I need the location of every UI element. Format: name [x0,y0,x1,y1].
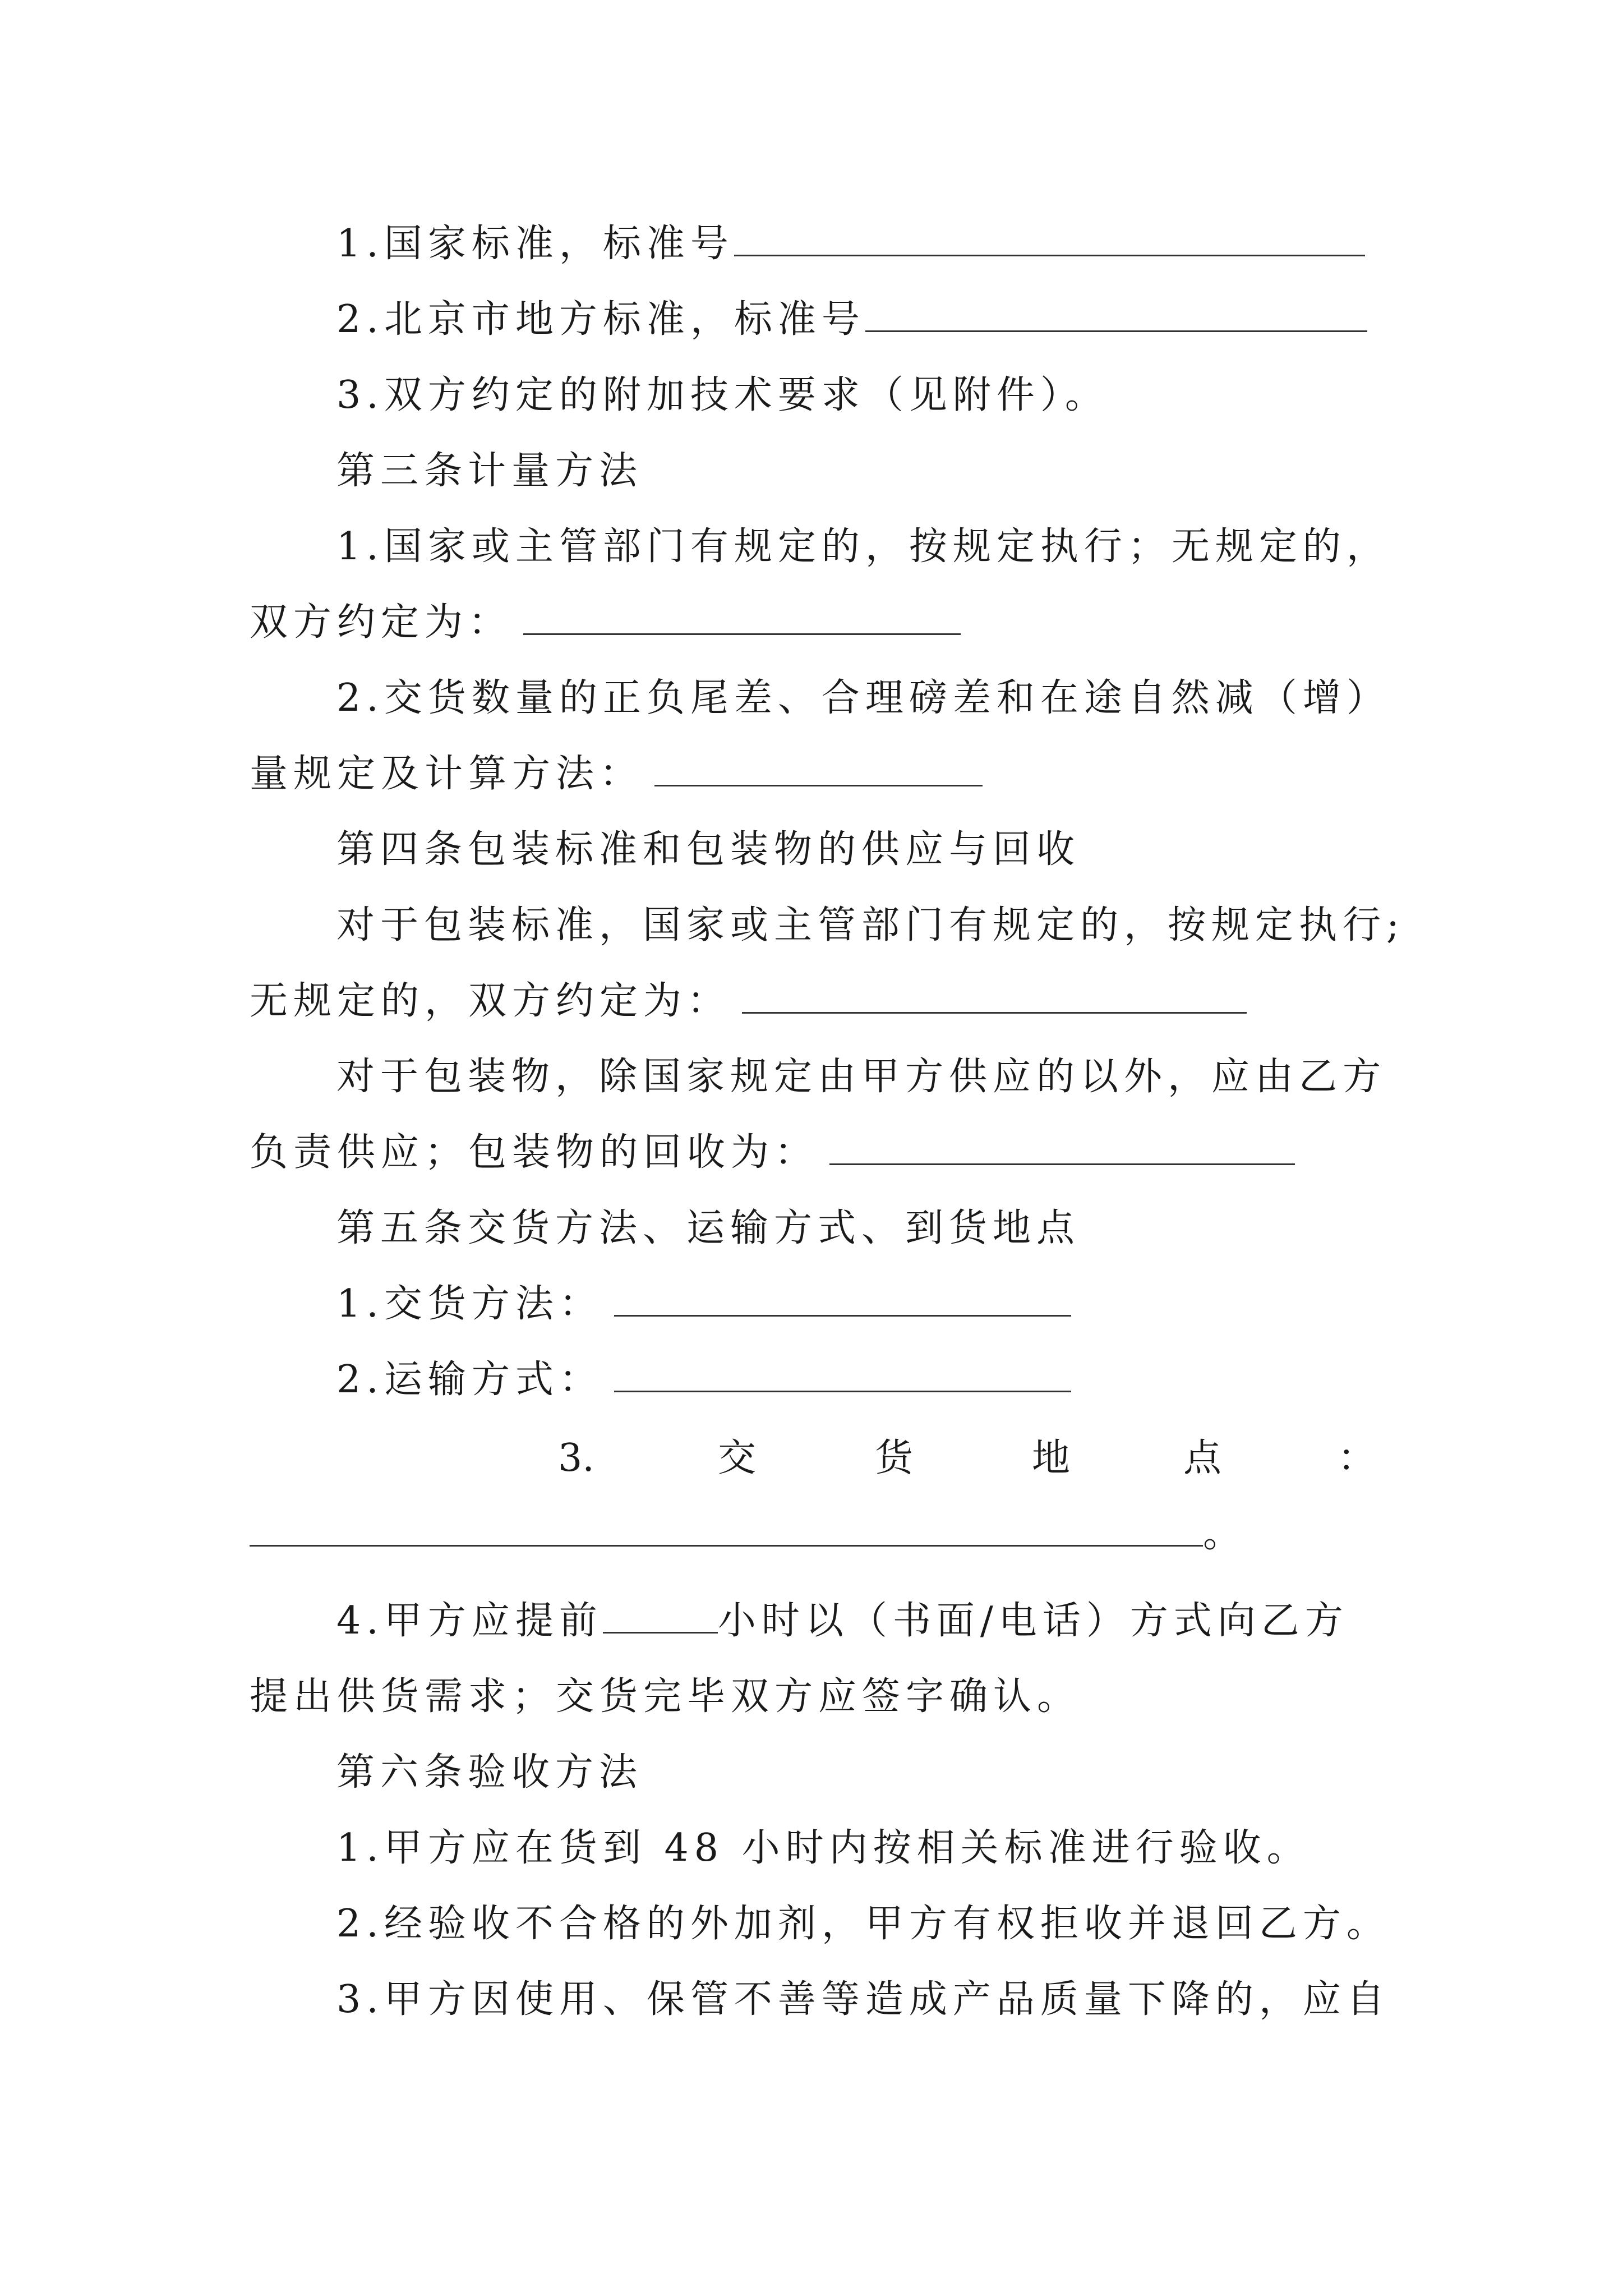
article-6-item-3: 3.甲方因使用、保管不善等造成产品质量下降的，应自 [336,1977,1390,2022]
item-3-char-2: 货 [875,1436,914,1480]
article-4-para-1-line-1: 对于包装标准，国家或主管部门有规定的，按规定执行; [336,903,1405,947]
delivery-location-blank [250,1511,1203,1547]
article-3-para-2-line-2 [250,746,983,802]
article-5-item-4-text-pre: 4.甲方应提前 [336,1599,603,1643]
article-5-item-1 [336,1276,1071,1332]
item-3-char-1: 交 [718,1436,757,1480]
article-5-item-4-text-post: 小时以（书面/电话）方式向乙方 [717,1599,1349,1643]
article-4-para-1-line-2 [250,973,1247,1029]
article-6-item-2: 2.经验收不合格的外加剂，甲方有权拒收并退回乙方。 [336,1902,1390,1946]
standard-item-national [336,216,1365,272]
item-3-char-4: 点 [1183,1436,1222,1480]
calculation-method-blank [654,751,983,786]
article-5-item-3-line-2 [250,1506,1241,1562]
delivery-method-blank [614,1281,1071,1317]
article-5-title: 第五条交货方法、运输方式、到货地点 [336,1206,1081,1250]
measurement-agreement-blank [523,600,961,635]
standard-item-beijing-text: 2.北京市地方标准，标准号 [336,297,865,342]
article-3-para-1-line-2 [250,595,961,651]
article-4-para-2-line-2 [250,1125,1295,1181]
article-4-title: 第四条包装标准和包装物的供应与回收 [336,827,1081,872]
packaging-standard-blank [742,978,1247,1014]
article-3-para-2-line-1: 2.交货数量的正负尾差、合理磅差和在途自然减（增） [336,676,1390,720]
item-3-char-3: 地 [1032,1436,1071,1480]
standard-item-additional: 3.双方约定的附加技术要求（见附件）。 [336,373,1109,417]
packaging-recycle-blank [829,1130,1295,1165]
article-5-item-4-line-2: 提出供货需求；交货完毕双方应签字确认。 [250,1674,1081,1719]
transport-method-blank [614,1357,1071,1392]
article-5-item-1-text: 1.交货方法： [336,1282,603,1326]
article-3-para-1-line-1: 1.国家或主管部门有规定的，按规定执行；无规定的， [336,524,1390,569]
article-5-item-3-line-1 [0,1430,1623,1487]
article-5-item-4-line-1 [336,1593,1349,1649]
advance-hours-blank [603,1598,718,1634]
article-5-item-2-text: 2.运输方式： [336,1358,603,1402]
article-6-title: 第六条验收方法 [336,1750,643,1795]
article-3-para-1-line-2-text: 双方约定为： [250,600,513,645]
article-4-para-2-line-1: 对于包装物，除国家规定由甲方供应的以外，应由乙方 [336,1055,1387,1099]
article-3-para-2-line-2-text: 量规定及计算方法： [250,752,644,796]
article-5-item-2 [336,1352,1071,1408]
article-4-para-1-line-2-text: 无规定的，双方约定为： [250,979,731,1023]
standard-number-blank [734,221,1365,256]
standard-item-beijing [336,292,1367,348]
standard-item-national-text: 1.国家标准，标准号 [336,222,734,266]
item-3-colon: ： [1338,1436,1376,1480]
beijing-standard-number-blank [865,297,1367,332]
item-3-number: 3. [558,1436,594,1480]
article-3-title: 第三条计量方法 [336,449,643,493]
article-4-para-2-line-2-text: 负责供应；包装物的回收为： [250,1130,819,1175]
article-6-item-1: 1.甲方应在货到 48 小时内按相关标准进行验收。 [336,1826,1311,1870]
item-3-period: 。 [1203,1512,1242,1556]
